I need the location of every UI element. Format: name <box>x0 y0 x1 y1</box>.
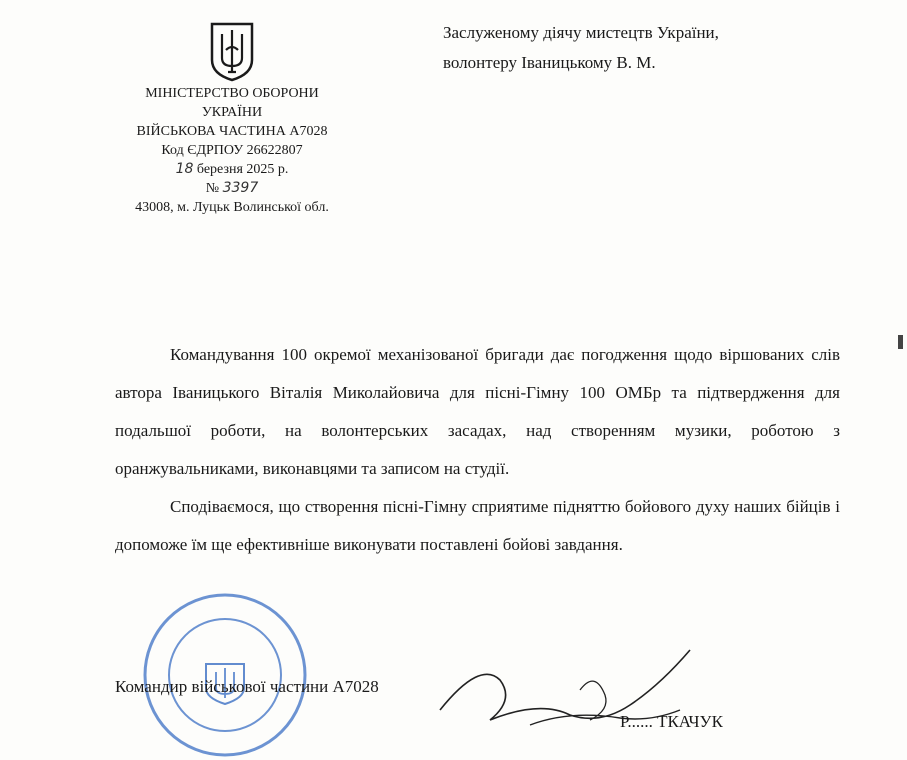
addressee-block <box>443 18 719 78</box>
ministry-title-line2: УКРАЇНИ <box>201 105 263 120</box>
addressee-line2: волонтеру Іваницькому В. М. <box>443 53 656 72</box>
edrpou-code: Код ЄДРПОУ 26622807 <box>161 143 303 158</box>
body-paragraph-1: Командування 100 окремої механізованої бригади дає погодження щодо віршованих слів автора Іваницького Віталія Миколайовича для пісні-Гімну 100 ОМБр та підтвердження для подальшої роботи, на волонтерських засадах, над створенням музики, роботою з оранжувальниками, виконавцями та записом на студії. <box>115 345 840 478</box>
letter-body <box>115 336 840 564</box>
signatory-name: Р...... ТКАЧУК <box>620 712 723 731</box>
body-paragraph-2: Сподіваємося, що створення пісні-Гімну сприятиме підняттю бойового духу наших бійців і допоможе їм ще ефективніше виконувати поставлені бойові завдання. <box>115 497 840 554</box>
trident-emblem-icon <box>208 20 256 82</box>
official-stamp <box>140 590 310 760</box>
letterhead <box>112 84 352 217</box>
date-month-year: березня 2025 р. <box>196 162 289 177</box>
edge-mark <box>898 335 903 349</box>
date-day-handwritten: 18 <box>175 161 194 177</box>
unit-title: ВІЙСЬКОВА ЧАСТИНА А7028 <box>136 124 328 139</box>
ministry-title-line1: МІНІСТЕРСТВО ОБОРОНИ <box>145 86 319 101</box>
unit-address: 43008, м. Луцьк Волинської обл. <box>135 200 329 215</box>
signatory-position: Командир військової частини А7028 <box>115 677 379 696</box>
number-handwritten: 3397 <box>222 180 259 196</box>
letter-date <box>112 160 352 179</box>
letter-number <box>112 179 352 198</box>
addressee-line1: Заслуженому діячу мистецтв України, <box>443 23 719 42</box>
number-prefix: № <box>205 181 220 196</box>
